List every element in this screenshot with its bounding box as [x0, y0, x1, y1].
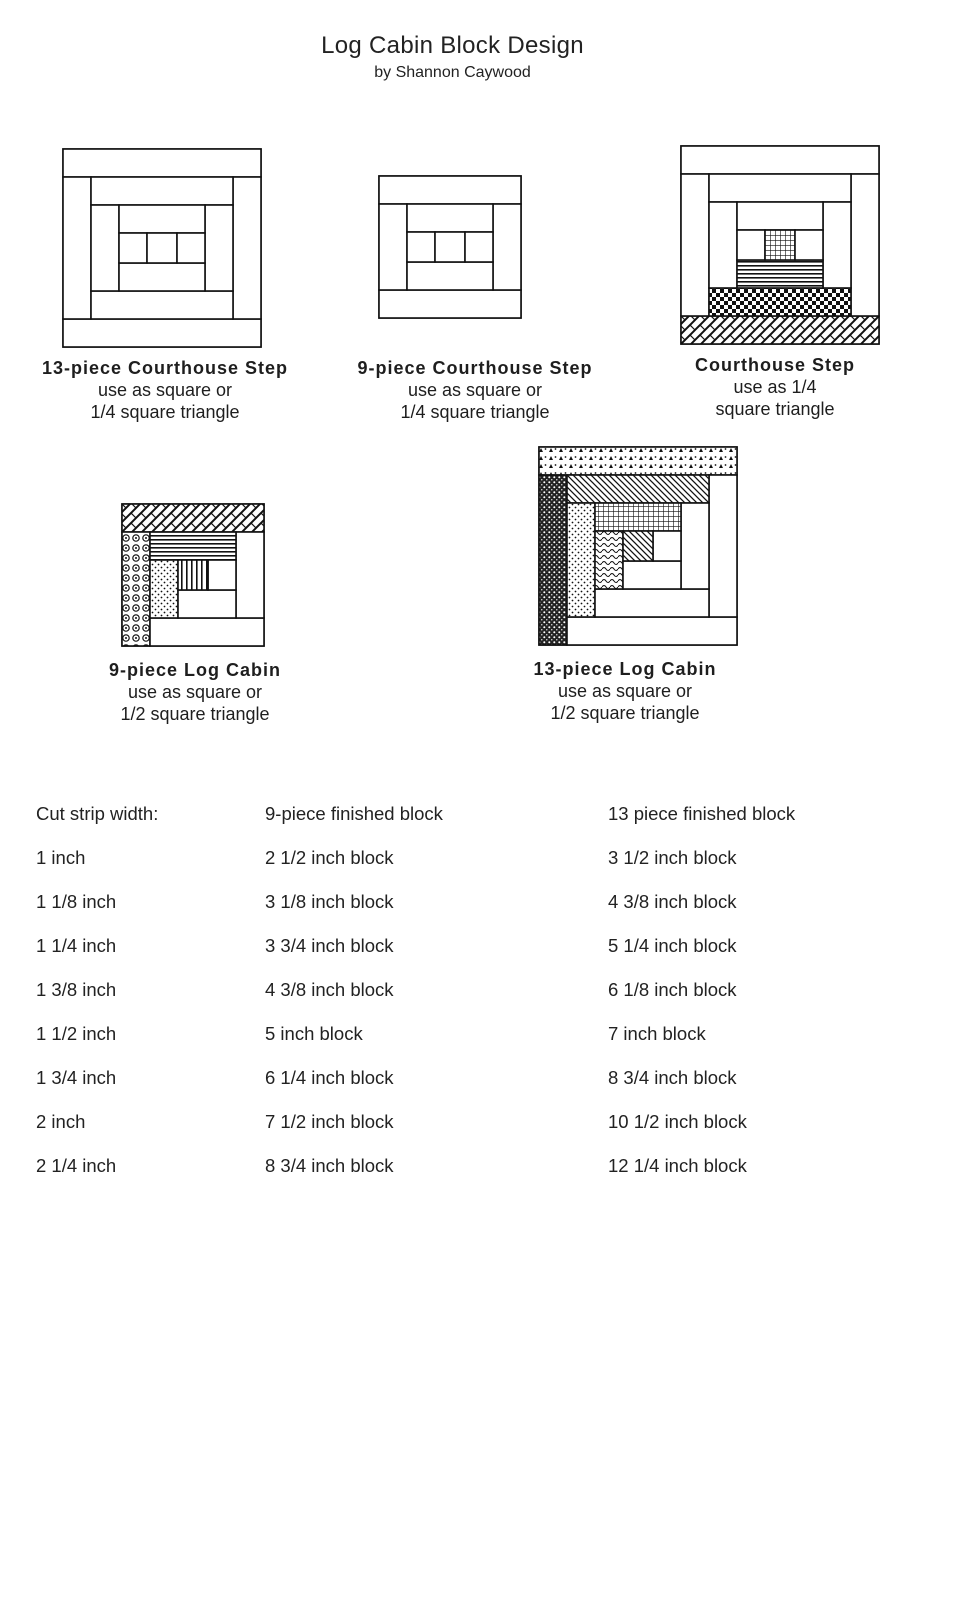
block-usage: 1/2 square triangle [120, 704, 270, 724]
block-name: 13-piece Log Cabin [533, 659, 717, 679]
table-cell: 8 3/4 inch block [608, 1067, 737, 1088]
table-cell: 3 3/4 inch block [265, 935, 394, 956]
table-cell: 4 3/8 inch block [265, 979, 394, 1000]
block-9-piece-log-cabin [121, 503, 265, 647]
block-13-piece-log-cabin [538, 446, 738, 646]
block-name: 9-piece Log Cabin [108, 660, 282, 680]
column-header: Cut strip width: [36, 803, 159, 824]
block-9-piece-courthouse-step [378, 175, 522, 319]
table-cell: 3 1/2 inch block [608, 847, 737, 868]
table-cell: 5 1/4 inch block [608, 935, 737, 956]
table-cell: 5 inch block [265, 1023, 363, 1044]
block-usage: 1/4 square triangle [400, 402, 550, 422]
table-cell: 2 inch [36, 1111, 86, 1132]
table-cell: 7 1/2 inch block [265, 1111, 394, 1132]
table-row [36, 979, 916, 1023]
courthouse-9-diagram [378, 175, 522, 319]
strip-width-table [36, 803, 916, 1199]
block-usage: use as square or [557, 681, 693, 701]
block-usage: use as square or [97, 380, 233, 400]
blank-lower-area [0, 1245, 971, 1600]
table-cell: 6 1/4 inch block [265, 1067, 394, 1088]
table-cell: 1 1/4 inch [36, 935, 117, 956]
courthouse-13-diagram [62, 148, 262, 348]
caption-9-piece-courthouse-step [330, 357, 620, 423]
block-name: 13-piece Courthouse Step [41, 358, 289, 378]
block-usage: square triangle [715, 399, 835, 419]
page-author: by Shannon Caywood [374, 64, 531, 81]
block-courthouse-step-patterned [680, 145, 880, 345]
caption-courthouse-step [640, 354, 910, 420]
table-row [36, 891, 916, 935]
table-cell: 7 inch block [608, 1023, 706, 1044]
table-row [36, 847, 916, 891]
block-name: 9-piece Courthouse Step [357, 358, 593, 378]
table-header-row [36, 803, 916, 847]
block-name: Courthouse Step [694, 355, 855, 375]
caption-13-piece-courthouse-step [20, 357, 310, 423]
courthouse-patterned-diagram [680, 145, 880, 345]
column-header: 13 piece finished block [608, 803, 796, 824]
block-usage: use as square or [127, 682, 263, 702]
block-13-piece-courthouse-step [62, 148, 262, 348]
table-cell: 1 inch [36, 847, 86, 868]
caption-13-piece-log-cabin [480, 658, 770, 724]
table-cell: 8 3/4 inch block [265, 1155, 394, 1176]
table-cell: 1 3/8 inch [36, 979, 117, 1000]
table-row [36, 1155, 916, 1199]
caption-9-piece-log-cabin [50, 659, 340, 725]
table-row [36, 1111, 916, 1155]
table-cell: 3 1/8 inch block [265, 891, 394, 912]
table-cell: 1 1/2 inch [36, 1023, 117, 1044]
log-cabin-13-diagram [538, 446, 738, 646]
table-cell: 1 1/8 inch [36, 891, 117, 912]
table-cell: 10 1/2 inch block [608, 1111, 747, 1132]
block-usage: use as square or [407, 380, 543, 400]
log-cabin-9-diagram [121, 503, 265, 647]
table-row [36, 1023, 916, 1067]
table-row [36, 935, 916, 979]
table-cell: 4 3/8 inch block [608, 891, 737, 912]
column-header: 9-piece finished block [265, 803, 443, 824]
block-usage: 1/4 square triangle [90, 402, 240, 422]
table-cell: 12 1/4 inch block [608, 1155, 747, 1176]
table-cell: 1 3/4 inch [36, 1067, 117, 1088]
block-usage: use as 1/4 [733, 377, 817, 397]
table-cell: 2 1/2 inch block [265, 847, 394, 868]
page-title: Log Cabin Block Design [321, 32, 584, 59]
block-usage: 1/2 square triangle [550, 703, 700, 723]
table-cell: 6 1/8 inch block [608, 979, 737, 1000]
table-row [36, 1067, 916, 1111]
table-cell: 2 1/4 inch [36, 1155, 117, 1176]
